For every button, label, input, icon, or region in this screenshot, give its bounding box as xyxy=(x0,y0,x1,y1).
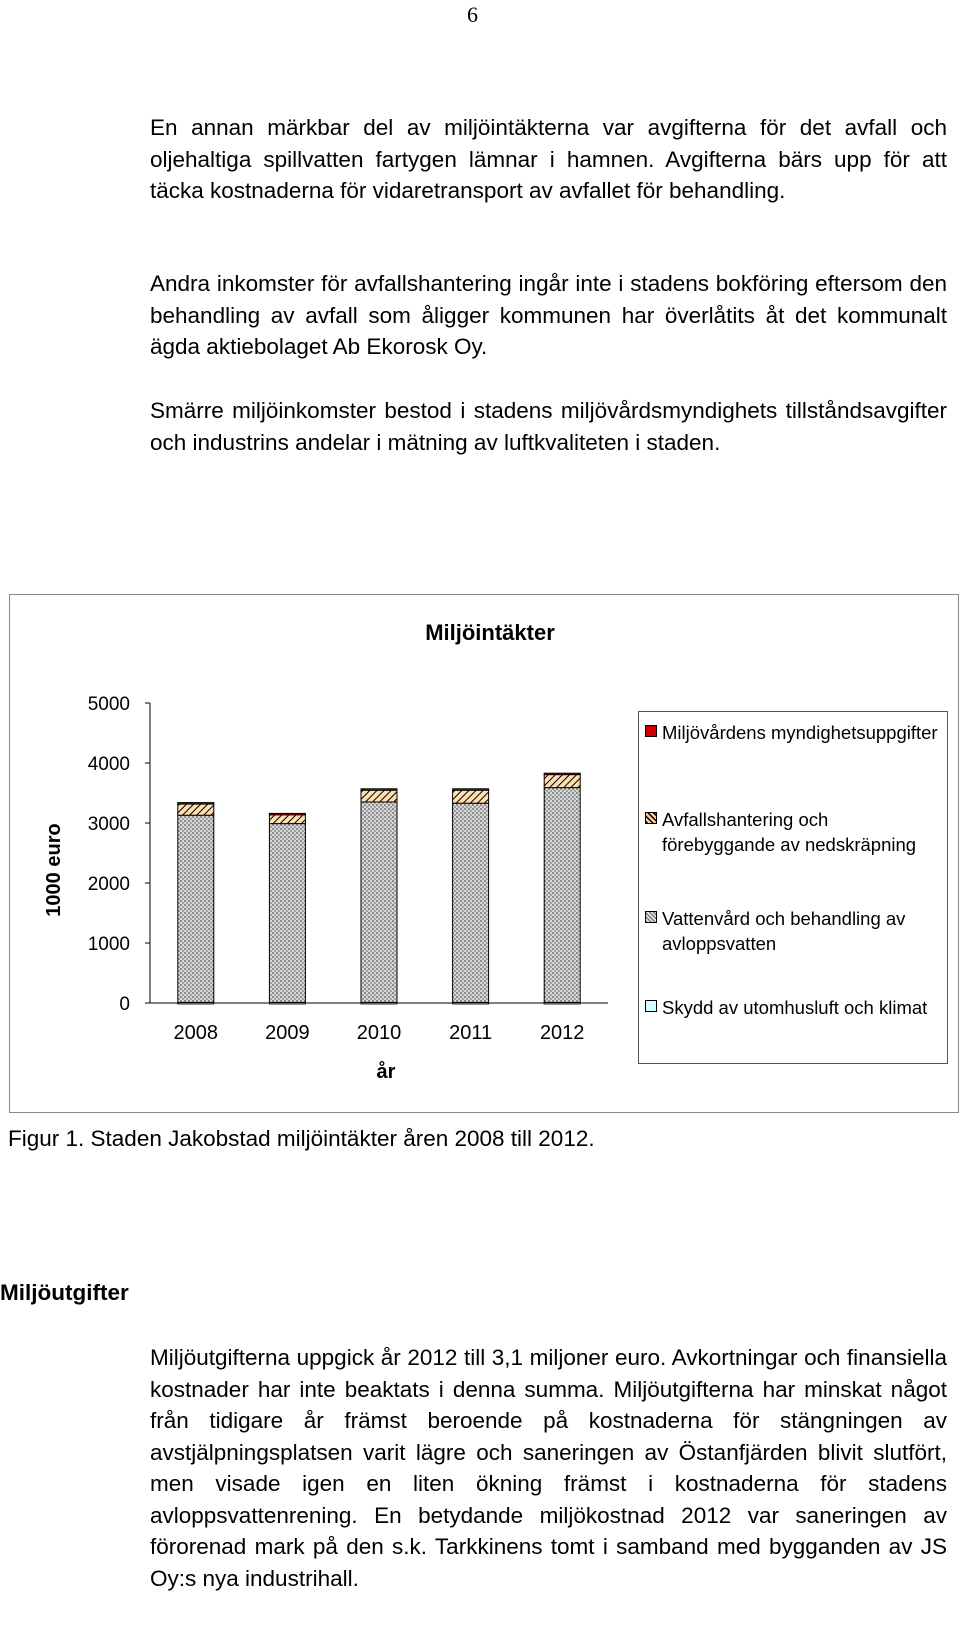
section-paragraph: Miljöutgifterna uppgick år 2012 till 3,1 miljoner euro. Avkortningar och finansiella kostnader har inte beaktats i denna summa. Miljöutgifterna har minskat något från tidigare år främst beroende på kostnaderna för stängningen av avstjälpningsplatsen varit lägre och saneringen av Östanfjärden blivit slutfört, men visade igen en liten ökning främst i kostnaderna för stadens avloppsvattenrening. En betydande miljökostnad 2012 var saneringen av förorenad mark på den s.k. Tarkkinens tomt i samband med bygganden av JS Oy:s nya industrihall. xyxy=(150,1345,947,1591)
chart-legend xyxy=(638,711,948,1064)
legend-swatch xyxy=(645,812,657,824)
bar-segment xyxy=(544,774,580,787)
x-tick-label: 2011 xyxy=(449,1022,493,1044)
bar-segment xyxy=(269,815,305,824)
y-tick-label: 3000 xyxy=(87,814,130,835)
paragraph-2: Andra inkomster för avfallshantering ingår inte i stadens bokföring eftersom den behandling av avfall som åligger kommunen har överlåtits åt det kommunalt ägda aktiebolaget Ab Ekorosk Oy. xyxy=(150,271,947,359)
figure-caption: Figur 1. Staden Jakobstad miljöintäkter åren 2008 till 2012. xyxy=(8,1126,595,1151)
paragraph-3: Smärre miljöinkomster bestod i stadens miljövårdsmyndighets tillståndsavgifter och industrins andelar i mätning av luftkvaliteten i staden. xyxy=(150,398,947,455)
y-tick-label: 4000 xyxy=(87,754,130,775)
legend-label: Vattenvård och behandling av avloppsvatten xyxy=(662,908,906,954)
y-tick-label: 1000 xyxy=(87,934,130,955)
legend-swatch xyxy=(645,1000,657,1012)
bar-segment xyxy=(361,789,397,791)
bar-segment xyxy=(453,790,489,803)
bar-segment xyxy=(178,804,214,815)
bar-segment xyxy=(178,803,214,805)
bars xyxy=(178,773,580,1004)
page-number: 6 xyxy=(467,2,478,27)
x-tick-label: 2008 xyxy=(173,1022,219,1044)
y-tick-label: 0 xyxy=(119,994,130,1015)
section-heading: Miljöutgifter xyxy=(0,1280,129,1305)
chart-title: Miljöintäkter xyxy=(425,620,555,645)
y-tick-label: 2000 xyxy=(87,874,130,895)
paragraph-1: En annan märkbar del av miljöintäkterna var avgifterna för det avfall och oljehaltiga spillvatten fartygen lämnar i hamnen. Avgifterna bärs upp för att täcka kostnaderna för vidaretransport av avfallet för behandling. xyxy=(150,115,947,203)
axes xyxy=(88,694,608,1044)
x-tick-label: 2010 xyxy=(356,1022,402,1044)
bar-segment xyxy=(361,802,397,1002)
legend-label: Miljövårdens myndighetsuppgifter xyxy=(662,722,938,743)
x-tick-label: 2009 xyxy=(265,1022,310,1044)
legend-swatch xyxy=(645,725,657,737)
x-axis-label: år xyxy=(376,1061,396,1083)
bar-segment xyxy=(178,815,214,1002)
y-tick-label: 5000 xyxy=(87,694,130,715)
bar-segment xyxy=(544,773,580,775)
bar-segment xyxy=(269,813,305,815)
bar-segment xyxy=(269,824,305,1003)
bar-segment xyxy=(453,789,489,791)
x-tick-label: 2012 xyxy=(539,1022,585,1044)
legend-label: Skydd av utomhusluft och klimat xyxy=(662,997,928,1018)
bar-segment xyxy=(453,803,489,1002)
bar-segment xyxy=(544,788,580,1003)
bar-segment xyxy=(361,790,397,802)
legend-label: Avfallshantering och förebyggande av nedskräpning xyxy=(662,809,917,855)
legend-swatch xyxy=(645,911,657,923)
y-axis-label: 1000 euro xyxy=(43,823,65,917)
